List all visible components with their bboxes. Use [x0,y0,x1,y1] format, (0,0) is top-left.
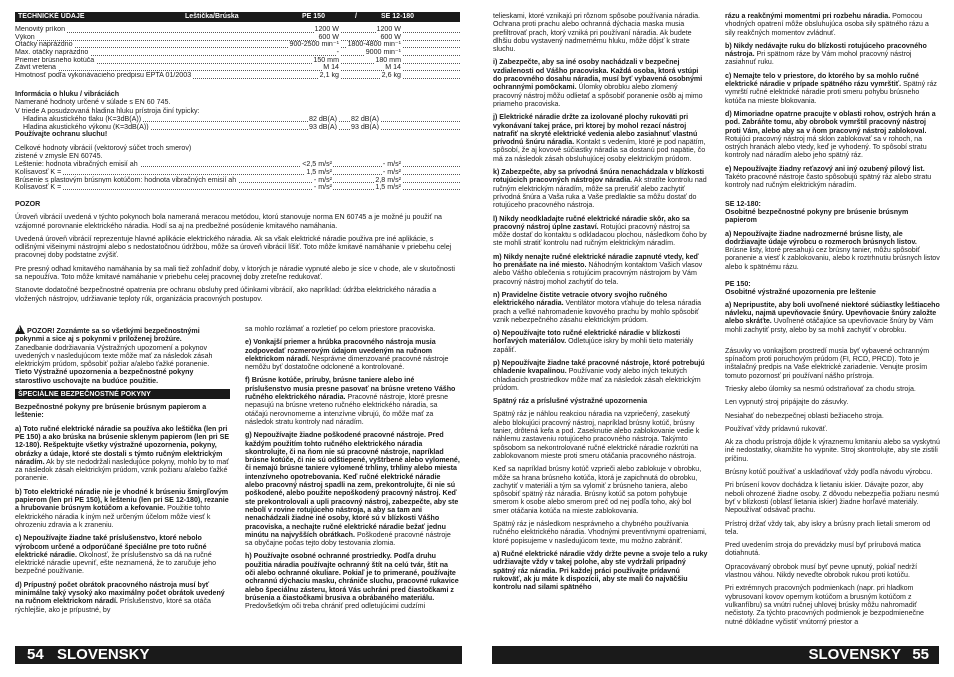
pozor-section [15,200,460,308]
spec-row [15,64,460,72]
value-pe150: - [336,49,339,57]
item-text: sa mohlo rozlámať a rozletieť po celom priestore pracoviska. [245,325,436,333]
value-pe150: 900-2500 min⁻¹ [289,41,339,49]
se-item-bold: a) Nepoužívajte žiadne nadrozmerné brúsne listy, ale dodržiavajte údaje výrobcu o rozmeroch brúsnych listov. [725,229,917,246]
item-bold: p) Nepoužívajte žiadne také pracovné nástroje, ktoré potrebujú chladenie kvapalinou. [493,358,705,376]
hearing-protection: Používajte ochranu sluchu! [15,130,108,139]
model-pe150: PE 150 [302,13,325,20]
item-bold: f) Brúsne kotúče, príruby, brúsne taniere alebo iné príslušenstvo musia presne pasovať na brúsne vreteno Vášho ručného elektrického náradia. [245,376,456,402]
general-para: Len vypnutý stroj pripájajte do zásuvky. [725,398,849,407]
vibration-line1: Celkové hodnoty vibrácií (vektorový súčet troch smerov) [15,143,192,152]
item-text: telieskami, ktoré vznikajú pri rôznom spôsobe používania náradia. Ochrana proti prachu alebo ochranná dýchacia maska musia prefiltrovať prach, ktorý vzniká pri používaní náradia. Ak budete dlhšiu dobu vystavený nadmernému hluku, môže dôjsť k strate sluchu. [493,12,701,54]
footer-right [492,646,939,664]
pe-heading: PE 150: [725,280,751,289]
general-para: Triesky alebo úlomky sa nesmú odstraňovať za chodu stroja. [725,384,916,393]
row-label: Hladina akustického výkonu (K=3dB(A)) [23,122,149,131]
item-bold: j) Elektrické náradie držte za izolované plochy rukoväti pri vykonávaní takej práce, pri ktorej by mohol rezací nástroj natrafiť na skryté elektrické vedenia alebo zasiahnuť vlastnú prívodnú šnúru náradia. [493,113,698,147]
item-bold: d) Prípustný počet obrátok pracovného nástroja musí byť minimálne taký vysoký ako maximálny počet obrátok uvedený na ručnom elektrickom náradí. [15,580,225,606]
kickback-item-a: a) Ručné elektrické náradie vždy držte pevne a svoje telo a ruky udržiavajte vždy v takej polohe, aby ste vydržali prípadný spätný ráz náradia. Pri každej práci používajte prídavnú rukoväť, ak ju máte k dispozícii, aby ste mali čo najväčšiu kontrolu nad silami spätného [493,549,708,592]
value-pe150: - m/s² [313,183,332,191]
vibration-row [15,176,460,184]
safety-item [725,12,940,37]
item-bold: a) Toto ručné elektrické náradie sa používa ako leštička (len pri PE 150) a ako brúska na brúsenie sklenym papierom (len pri SE 12-180). Rešpektujte všetky výstražné upozornenia, pokyny, obrázky a údaje, ktoré ste dostali s týmto ručným elektrickým náradím. [15,424,230,466]
row-label: Kolísavosť K = [15,167,62,176]
safety-item [245,431,460,547]
vibration-row [15,183,460,191]
value-pe150: - m/s² [313,175,332,184]
safety-col-1 [15,325,230,619]
general-safety-paras [725,347,940,626]
item-text: Pracovné nástroje, ktoré presne nepasujú na brúsne vreteno ručného elektrického náradia, sa otáčajú nerovnomerne a intenzívne vibrujú, čo môže mať za následok stratu kontroly nad náradím. [245,393,449,426]
safety-item [493,329,708,354]
item-text: Poškodené pracovné nástroje sa obyčajne počas tejto doby testovania zlomia. [245,530,451,548]
general-para: Prístroj držať vždy tak, aby iskry a brúsny prach lietali smerom od tela. [725,519,931,536]
warning-text: Zanedbanie dodržiavania Výstražných upozornení a pokynov uvedených v nasledujúcom texte môže mať za následok zásah elektrickým prúdom, spôsobiť požiar a/alebo ťažké poranenie. [15,343,213,369]
value-se12180: 1200 W [376,26,401,33]
spec-row [15,26,460,34]
tech-data-title: TECHNICKÉ ÚDAJE [18,13,85,20]
general-para: Ak za chodu prístroja dôjde k výraznemu kmitaniu alebo sa vyskytnú iné nedostatky, okamžite ho vypnite. Stroj skontrolujte, aby ste zistili príčinu. [725,438,940,463]
spec-row [15,34,460,42]
special-safety-heading: ŠPECIÁLNE BEZPEČNOSTNÉ POKYNY [15,389,230,399]
item-bold: b) Nikdy nedávajte ruku do blízkosti rotujúceho pracovného nástroja. [725,41,927,59]
kickback-para: Spätný ráz je náhlou reakciou náradia na vzpriečený, zasekutý alebo blokujúci pracovný nástroj, napríklad brúsny kotúč, brúsny tanier, drôtená kefa a pod. Zaseknutie alebo zablokovanie vedie k náhlemu zastaveniu rotujúceho pracovného nástroja. Takýmto spôsobom sa nekontrolované ručné elektrické náradie rozkrúti na zablokovanom mieste proti smeru otáčania pracovného nástroja. [493,410,700,460]
value-se12180: 2,8 m/s² [375,175,401,184]
noise-row [23,115,460,123]
value-pe150: <2,5 m/s² [302,160,332,168]
item-text: Ak stratíte kontrolu nad ručným elektrickým náradím, môže sa prerušiť alebo zachytiť prívodná šnúra a Vaša ruka a Vaše predlaktie sa môžu dostať do rotujúceho pracovného nástroja. [493,176,707,210]
warning-keep: Tieto Výstražné upozornenia a bezpečnostné pokyny starostlivo uschovajte na budúce použitie. [15,368,194,385]
footer-left [15,646,462,664]
value-pe150: M 14 [323,64,339,72]
item-text: Náhodným kontaktom Vašich vlasov alebo Vášho oblečenia s rotujúcim pracovným nástrojom by Vám pracovný nástroj mohol zachytiť do tela. [493,261,703,286]
vibration-rows [15,160,460,191]
general-para: Používať vždy prídavnú rukoväť. [725,424,828,433]
general-para: Zásuvky vo vonkajšom prostredí musia byť vybavené ochranným spínačom proti poruchovým prúdom (FI, RCD, PRCD). Toto je inštalačný predpis na Vaše elektrické zariadenie. Venujte prosím tomuto pozornosť pri používaní nášho prístroja. [725,346,930,380]
item-text: Predovšetkým oči treba chrániť pred odletujúcimi cudzími [245,602,426,611]
value-se12180: 1800-4800 min⁻¹ [347,41,401,49]
safety-item [725,165,940,190]
footer-language: SLOVENSKY [57,646,150,663]
item-bold: e) Vonkajší priemer a hrúbka pracovného nástroja musia zodpovedať rozmerovým údajom uvedeným na ručnom elektrickom náradí. [245,338,436,363]
item-text: Pri spätnom ráze by Vám mohol pracovný nástroj zasiahnuť ruku. [725,50,912,67]
value-se12180: 82 dB(A) [351,114,379,123]
kickback-para: Keď sa napríklad brúsny kotúč vzprieči alebo zablokuje v obrobku, môže sa hrana brúsneho kotúča, ktorá je zapichnutá do obrobku, zachytiť v materiáli a tým sa vylomiť z brúsneho taniera, alebo spôsobiť spätný ráz náradia. Brúsny kotúč sa potom pohybuje smerom k osobe alebo smerom preč od nej podľa toho, aký bol smer otáčania kotúča na mieste zablokovania. [493,465,702,515]
specs-table [15,26,460,80]
row-label: Kolísavosť K = [15,183,62,191]
spec-row [15,49,460,57]
pozor-title: POZOR [15,200,41,208]
item-bold: c) Nemajte telo v priestore, do ktorého by sa mohlo ručné elektrické náradie v prípade spätného rázu vymrštiť. [725,71,919,89]
item-bold: e) Nepoužívajte žiadny reťazový ani iný ozubený pílový list. [725,164,925,173]
item-text: Pomocou vhodných opatrení môže obsluhujúca osoba sily spätného rázu a sily reakčných momentov zvládnuť. [725,12,929,37]
safety-item [493,58,708,108]
row-label: Výkon [15,33,35,41]
item-text: Rotujúci pracovný nástroj sa môže dostať do kontaktu s odkladacou plochou, následkom čoho by ste mohli stratiť kontrolu nad ručným elektrickým náradím. [493,222,707,248]
pe-subheading: Osobitné výstražné upozornenia pre leštenie [725,288,876,297]
se-heading: SE 12-180: [725,199,761,208]
safety-item [493,253,708,286]
safety-item [245,376,460,426]
safety-item [493,359,708,392]
noise-rows [15,115,460,130]
general-para: Pri brúsení kovov dochádza k lietaniu iskier. Dávajte pozor, aby neboli ohrozené žiadne osoby. Z dôvodu nebezpečia požiaru nesmú byť v blízkosti (oblasť lietania iskier) žiadne horľavé materiály. Nepoužívať odsávač prachu. [725,481,940,515]
safety-item [493,113,708,163]
right-items-col2 [725,12,940,190]
item-text: Ventilátor motora vťahuje do telesa náradia prach a veľké nahromadenie kovového prachu by mohlo spôsobiť vznik nebezpečného zásahu elektrickým prúdom. [493,299,702,324]
noise-line1: Namerané hodnoty určené v súlade s EN 60 745. [15,98,171,107]
general-para: Brúsny kotúč používať a uskladňovať vždy podľa návodu výrobcu. [725,468,933,477]
item-text: Kontakt s vedením, ktoré je pod napätím, spôsobí, že aj kovové súčiastky náradia sa dostanú pod napätie, čo má za následok zásah obsluhujúcej osoby elektrickým prúdom. [493,138,706,163]
value-pe150: 600 W [318,33,339,41]
general-para: Pri extrémnych pracovných podmienkach (napr. pri hladkom vybrusovaní kovov opernym kotúčom a brusným kotúčom z vulkanfíbru) sa vnútri ručnej uhlovej brúsky môžu nahromadiť nečistoty. Za týchto pracovných podmienok je bezpodmienečne nutné dôkladne vyčistiť vnútorný priestor a [725,584,924,626]
safety-col-2 [245,325,460,616]
spec-row [15,41,460,49]
safety-item [15,488,230,529]
general-para: Nesiahať do nebezpečnej oblasti bežiaceho stroja. [725,411,884,420]
value-se12180: - m/s² [382,160,401,168]
item-text: Odletujúce iskry by mohli tieto materiály zapáliť. [493,337,694,354]
item-bold: h) Používajte osobné ochranné prostriedky. Podľa druhu použitia náradia používajte ochranný štít na celú tvár, štít na oči alebo ochranné okuliare. Pokiaľ je to primerané, používajte ochrannú dýchaciu masku, chrániče sluchu, pracovné rukavice alebo špeciálnu zásteru, ktorá Vás uchráni pred čiastočkami z brúsenia a čiastočkami brusiva a obrábaného materiálu. [245,552,459,602]
row-label: Brúsenie s plastovým brúsnym kotúčom: hodnota vibračných emisií ah [15,175,237,184]
general-para: Opracovávaný obrobok musí byť pevne upnutý, pokiaľ nedrží vlastnou váhou. Nikdy neveďte obrobok rukou proti kotúču. [725,562,918,580]
item-text: Nesprávne dimenzované pracovné nástroje nemôžu byť dostatočne odclonené a kontrolované. [245,354,449,372]
noise-section [15,90,460,191]
item-text: Okolnosť, že príslušenstvo sa dá na ručné elektrické náradie upevniť, ešte neznamená, že to zaručuje jeho bezpečné používanie. [15,550,217,576]
spec-row [15,72,460,80]
safety-items-col2 [245,325,460,611]
right-col-1 [493,12,708,596]
value-se12180: 9000 min⁻¹ [365,49,401,57]
safety-item [493,291,708,324]
item-text: Príslušenstvo, ktoré sa otáča rýchlejšie, ako je prípustné, by [15,597,211,614]
pozor-para: Pre presný odhad kmitavého namáhania by sa mali tiež zohľadniť doby, v ktorých je náradie vypnuté alebo je síce v chode, ale v skutočnosti sa nepoužíva. Toto môže kmitavé namáhanie v priebehu celej pracovnej doby zreteľne redukovať. [15,264,455,282]
right-col-2 [725,12,940,631]
item-text: Rotujúci pracovný nástroj má sklon zablokovať sa v rohoch, na ostrých hranách alebo vtedy, keď je vyhodený. To spôsobí stratu kontroly nad náradím alebo jeho spätný ráz. [725,134,927,160]
warning-icon [15,325,25,334]
safety-item [245,338,460,371]
safety-item [493,12,708,53]
row-label: Menovitý príkon [15,26,66,33]
safety-item [493,168,708,209]
se-subheading: Osobitné bezpečnostné pokyny pre brúsenie brúsnym papierom [725,207,909,225]
kickback-heading: Spätný ráz a príslušné výstražné upozornenia [493,397,648,406]
item-bold: n) Pravidelne čistite vetracie otvory svojho ručného elektrického náradia. [493,290,668,308]
item-bold: k) Zabezpečte, aby sa prívodná šnúra nenachádzala v blízkosti rotujúcich pracovných nástrojov náradia. [493,168,704,185]
right-items-col1 [493,12,708,392]
value-se12180: 180 mm [375,56,401,64]
item-bold: g) Nepoužívajte žiadne poškodené pracovné nástroje. Pred každým použitím tohto ručného elektrického náradia skontrolujte, či na ňom nie sú pracovné nástroje, napríklad brúsne kotúče, či nie sú odštiepené, vyštrbené alebo vylomené, či nemajú brúsne taniere vylomené trhliny, trhliny alebo miesta intenzívneho opotrebovania. Keď ručné elektrické náradie alebo pracovný nástroj spadli na zem, prekontrolujte, či nie sú poškodené, alebo použite nepoškodený pracovný nástroj. Keď ste prekontrolovali a upli pracovný nástroj, zabezpečte, aby ste nebolí v rovine rotujúceho nástroja, a aby sa tam ani nenachádzali žiadne iné osoby, ktoré sú v blízkosti Vášho pracoviska, a nechajte ručné elektrické náradie bežať jednu minútu na najvyšších obrátkach. [245,431,460,539]
value-se12180: - m/s² [382,167,401,176]
vibration-line2: zistené v zmysle EN 60745. [15,151,103,160]
pozor-para: Uvedená úroveň vibrácií reprezentuje hlavné aplikácie elektrického náradia. Ak sa však elektrické náradie použiva pre iné aplikácie, s odlišnými višeinymi nástrojmi alebo s nedostatočnou údržbou, môže sa úroveň vibrácií líšiť. Toto môže kmitavé namáhanie v priebehu celej pracovnej doby podstatne zvýšiť. [15,234,452,260]
pe-item-bold: a) Nepripustite, aby boli uvoľnené niektoré súčiastky leštiaceho návleku, najmä upevňovacie šnúry. Upevňovacie šnúry založte alebo skráťte. [725,300,940,326]
pe-item-text: Uvoľnené otáčajúce sa upevňovacie šnúry by Vám mohli zachytiť prsty, alebo by sa mohli zachytiť v obrobku. [725,317,934,334]
row-label: Otáčky naprázdno [15,41,73,49]
right-page [477,0,954,677]
item-text: Takéto pracovné nástroje často spôsobujú spätný ráz alebo stratu kontroly nad ručným elektrickým náradím. [725,173,932,190]
safety-item [245,325,460,333]
value-pe150: 93 dB(A) [309,122,337,131]
safety-item [725,110,940,160]
value-se12180: 600 W [380,33,401,41]
safety-item [725,72,940,105]
safety-items-col1 [15,425,230,614]
noise-row [23,123,460,131]
row-label: Priemer brúsneho kotúča [15,56,95,64]
general-para: Pred uvedením stroja do prevádzky musí byť prírubová matica dotiahnutá. [725,541,921,558]
item-bold: c) Nepoužívajte žiadne také príslušenstvo, ktoré nebolo výrobcom určené a odporúčané špeciálne pre toto ručné elektrické náradie. [15,534,207,559]
vibration-row [15,160,460,168]
value-pe150: 1,5 m/s² [306,167,332,176]
footer-language: SLOVENSKY [808,646,901,663]
item-text: Použitie tohto elektrického náradia k iným než určeným účelom môže viesť k ohrozeniu zdravia a k zraneniu. [15,504,211,529]
model-se12180: SE 12-180 [381,13,415,20]
safety-item [493,215,708,248]
se-item-text: Brúsne listy, ktoré presahujú cez brúsny tanier, môžu spôsobiť poranenie a viesť k zablokovaniu, alebo k roztrhnutiu brúsnych listov alebo k spätnému rázu. [725,246,940,271]
kickback-para: Spätný ráz je následkom nesprávneho a chybného používania ručného elektrického náradia. Vhodnými preventívnymi opatreniami, ktoré popisujeme v nasledujúcom texte, mu možno zabrániť. [493,520,707,545]
vibration-row [15,168,460,176]
value-pe150: 82 dB(A) [309,114,337,123]
model-separator: / [355,13,357,20]
value-pe150: 2,1 kg [319,72,339,80]
row-label: Max. otáčky naprázdno [15,49,89,57]
special-intro: Bezpečnostné pokyny pre brúsenie brúsnym papierom a leštenie: [15,403,207,420]
item-text: Spätný ráz vymrští ručné elektrické náradie proti smeru pohybu brúsneho kotúča na mieste blokovania. [725,80,937,105]
row-label: Hladina akustického tlaku (K=3dB(A)) [23,114,142,123]
safety-item [15,425,230,483]
item-text: Ak by ste nedodržali nasledujúce pokyny, mohlo by to mať za následok zásah elektrickým prúdom, vznik požiaru a/alebo ťažké poranenie. [15,457,229,483]
item-bold: rázu a reakčnými momentmi pri rozbehu náradia. [725,12,891,20]
pozor-para: Úroveň vibrácií uvedená v týchto pokynoch bola nameraná meracou metódou, ktorú stanovuje norma EN 60745 a je možné ju použiť na vzájomné porovnanie elektrického náradia. Hodí sa aj na predbežné posúdenie kmitavého namáhania. [15,213,442,230]
item-bold: m) Nikdy nenajte ručné elektrické náradie zapnuté vtedy, keď ho prenášate na iné miesto. [493,252,699,270]
safety-item [725,42,940,67]
value-pe150: 1200 W [314,26,339,33]
value-se12180: M 14 [385,64,401,72]
item-bold: b) Toto elektrické náradie nie je vhodné k brúseniu šmirgľovým papierom (len pri PE 150), k lešteniu (len pri SE 12-180), rezanie a hrubovanie brúsnym kotúčom a kefovanie. [15,487,229,513]
item-bold: i) Zabezpečte, aby sa iné osoby nachádzali v bezpečnej vzdialenosti od Vášho pracoviska. Každá osoba, ktorá vstúpi do pracovného dosahu náradia, musí byť vybavená osobnými ochrannými pomôckami. [493,58,703,92]
noise-line2: V triede A posudzovaná hladina hluku prístroja činí typicky: [15,106,200,115]
pozor-para: Stanovte dodatočné bezpečnostné opatrenia pre ochranu obsluhy pred účinkami vibrácií, ako napríklad: údržba elektrického náradia a vložených nástrojov, udržiavanie teploty rúk, organizácia pracovných postupov. [15,286,437,303]
item-bold: l) Nikdy neodkladajte ručné elektrické náradie skôr, ako sa pracovný nástroj úplne zastaví. [493,214,690,231]
noise-heading: Informácia o hluku / vibráciách [15,90,120,98]
row-label: Hmotnosť podľa vykonávacieho predpisu EPTA 01/2003 [15,72,192,80]
value-se12180: 1,5 m/s² [375,183,401,191]
value-se12180: 93 dB(A) [351,122,379,131]
tech-data-header [15,12,460,22]
item-bold: d) Mimoriadne opatrne pracujte v oblasti rohov, ostrých hrán a pod. Zabráňte tomu, aby obrobok vymrštil pracovný nástroj proti Vám, alebo aby sa v ňom pracovný nástroj zablokoval. [725,109,936,135]
item-text: Používanie vody alebo iných tekutých chladiacich prostriedkov môže mať za následok zásah elektrickým prúdom. [493,367,701,392]
warning-intro: POZOR! Zoznámte sa so všetkými bezpečnostnými pokynmi a sice aj s pokynmi v priloženej brožúre. [15,327,200,344]
row-label: Leštenie: hodnota vibračných emisií ah [15,160,138,168]
page-number: 55 [912,646,929,663]
row-label: Závit vretena [15,64,57,72]
product-label: Leštička/Brúska [185,13,239,20]
item-bold: o) Nepoužívajte toto ručné elektrické náradie v blízkosti horľavých materiálov. [493,329,681,346]
page-number: 54 [27,646,44,663]
safety-item [245,552,460,610]
value-se12180: 2,6 kg [381,72,401,80]
safety-item [15,534,230,575]
item-text: Úlomky obrobku alebo zlomený pracovný nástroj môžu odlietať a spôsobiť poranenie osôb aj mimo priameho pracoviska. [493,83,703,108]
safety-item [15,581,230,614]
spec-row [15,57,460,65]
value-pe150: 150 mm [313,56,339,64]
